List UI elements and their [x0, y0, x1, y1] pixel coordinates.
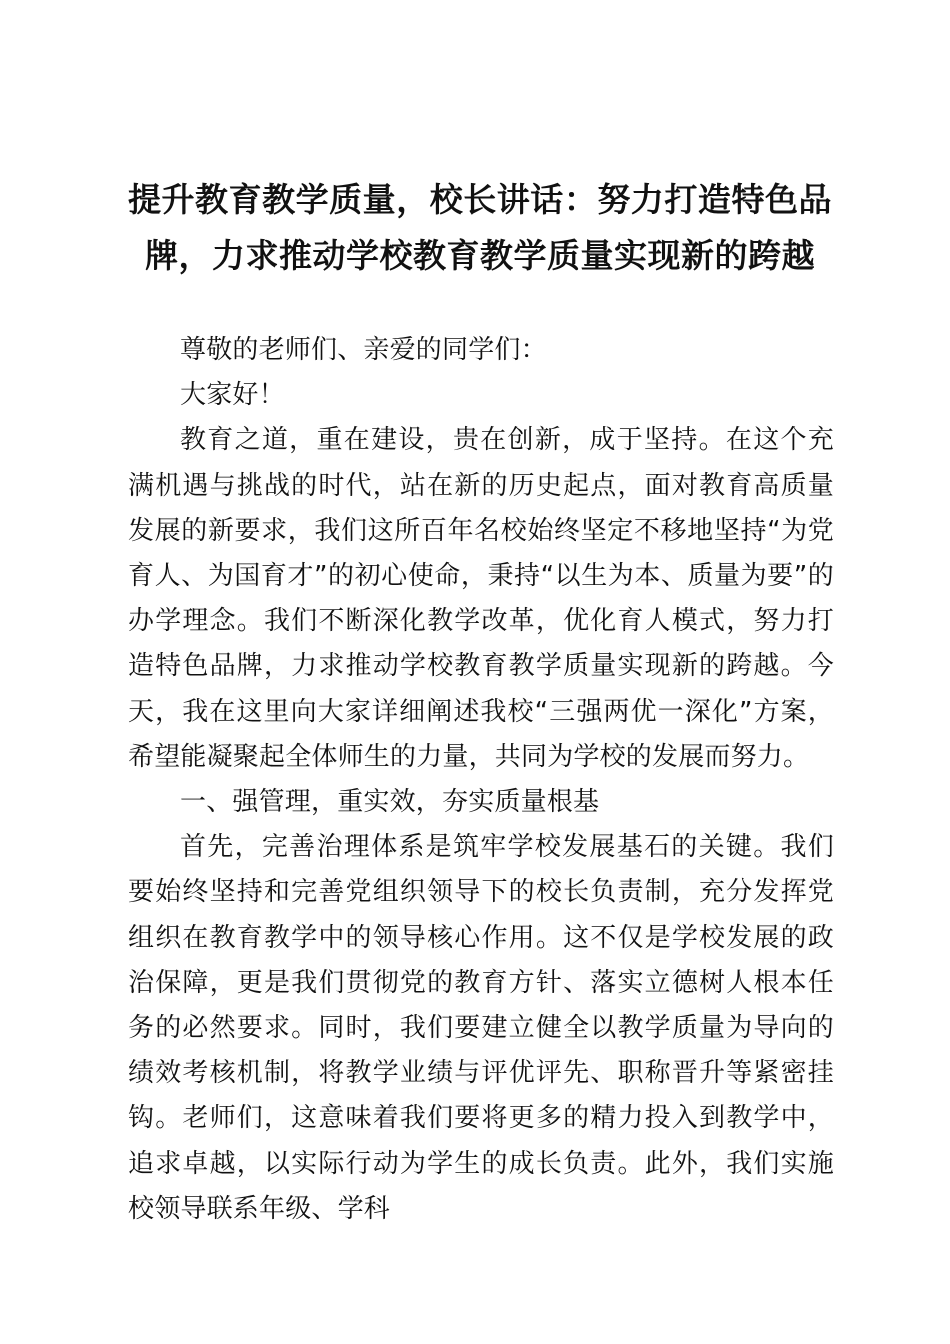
salutation: 尊敬的老师们、亲爱的同学们：: [180, 335, 547, 365]
section-paragraph: 首先，完善治理体系是筑牢学校发展基石的关键。我们要始终坚持和完善党组织领导下的校长负责制，充分发挥党组织在教育教学中的领导核心作用。这不仅是学校发展的政治保障，更是我们贯彻党的教育方针、落实立德树人根本任务的必然要求。同时，我们要建立健全以教学质量为导向的绩效考核机制，将教学业绩与评优评先、职称晋升等紧密挂钩。老师们，这意味着我们要将更多的精力投入到教学中，追求卓越，以实际行动为学生的成长负责。此外，我们实施校领导联系年级、学科: [128, 832, 834, 1224]
intro-paragraph: 教育之道，重在建设，贵在创新，成于坚持。在这个充满机遇与挑战的时代，站在新的历史起点，面对教育高质量发展的新要求，我们这所百年名校始终坚定不移地坚持“为党育人、为国育才”的初心使命，秉持“以生为本、质量为要”的办学理念。我们不断深化教学改革，优化育人模式，努力打造特色品牌，力求推动学校教育教学质量实现新的跨越。今天，我在这里向大家详细阐述我校“三强两优一深化”方案，希望能凝聚起全体师生的力量，共同为学校的发展而努力。: [128, 425, 834, 772]
document-body: [128, 328, 834, 1232]
greeting: 大家好！: [180, 380, 285, 411]
document-title: 提升教育教学质量，校长讲话：努力打造特色品牌，力求推动学校教育教学质量实现新的跨越: [128, 180, 832, 275]
section-heading: 一、强管理，重实效，夯实质量根基: [180, 787, 600, 818]
